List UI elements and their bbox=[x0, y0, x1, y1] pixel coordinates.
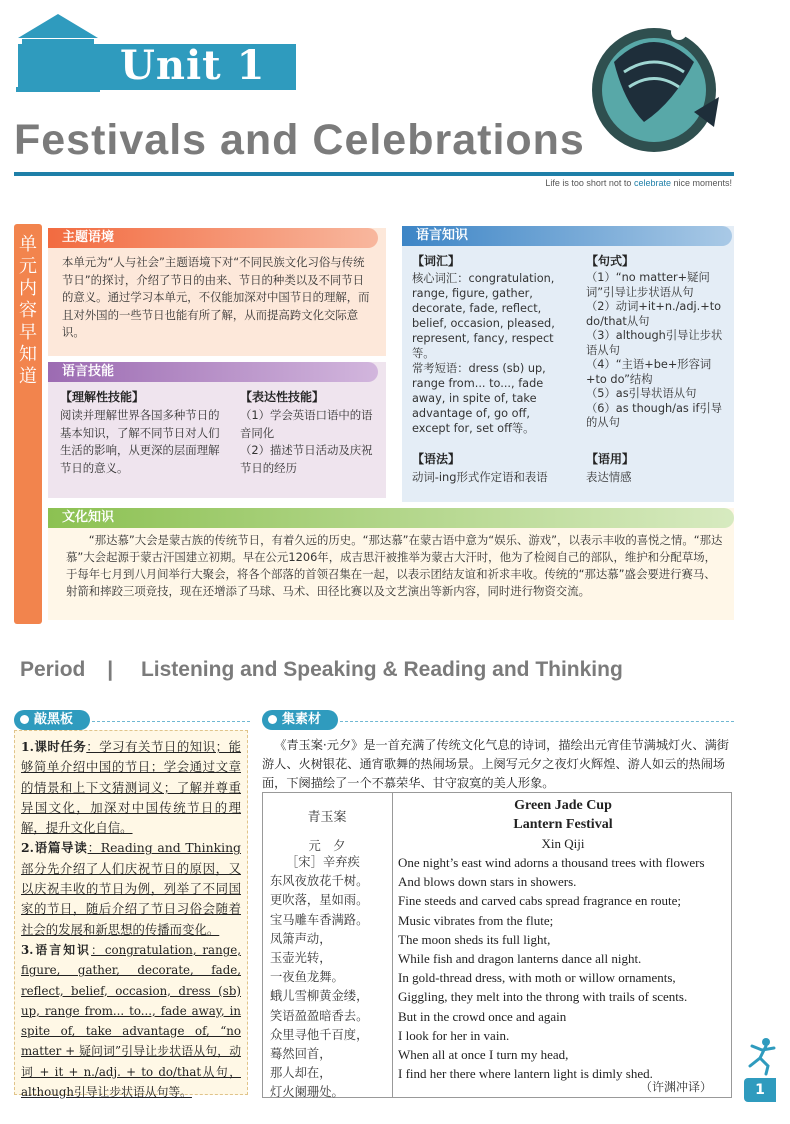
poem-cn-line: 一夜鱼龙舞。 bbox=[270, 970, 344, 985]
period-title: Listening and Speaking & Reading and Thinking bbox=[140, 658, 623, 681]
language-knowledge-heading: 语言知识 bbox=[402, 226, 732, 246]
poem-cn-line: 更吹落，星如雨。 bbox=[270, 893, 369, 908]
fish-illustration bbox=[584, 2, 724, 172]
poem-cn-line: 笑语盈盈暗香去。 bbox=[270, 1008, 369, 1023]
poem-en-line: When all at once I turn my head, bbox=[398, 1047, 569, 1063]
usage-body: 表达情感 bbox=[586, 470, 632, 484]
sentence-item: （4）“主语+be+形容词+to do”结构 bbox=[586, 358, 712, 386]
poem-en-author: Xin Qiji bbox=[541, 836, 585, 851]
culture-body: “那达慕”大会是蒙古族的传统节日，有着久远的历史。“那达慕”在蒙古语中意为“娱乐、游戏”，以表示丰收的喜悦之情。“那达慕”大会起源于蒙古汗国建立初期。早在公元1206年，成吉思汗被推举为蒙古大汗时，他为了检阅自己的部队，维护和分配草场，于每年七月到八月间举行大聚会，将各个部落的首领召集在一起，以表示团结友谊和祈求丰收。传统的“那达慕”盛会要进行赛马、射箭和摔跤三项竞技，现在还增添了马球、马术、田径比赛以及文艺演出等新内容，同时进行物资交流。 bbox=[66, 533, 723, 598]
culture-box bbox=[48, 508, 734, 620]
collect-tag: 集素材 bbox=[262, 710, 338, 730]
poem-cn-title: 青玉案 bbox=[307, 810, 347, 825]
unit-overview-tag: 单元内容早知道 bbox=[14, 224, 42, 624]
poem-cn-line: 玉壶光转， bbox=[270, 951, 332, 966]
grammar-title: 【语法】 bbox=[412, 452, 461, 466]
page-number: 1 bbox=[744, 1078, 776, 1102]
poem-en-line: Fine steeds and carved cabs spread fragrance en route; bbox=[398, 893, 681, 909]
poem-en-line: Giggling, they melt into the throng with trails of scents. bbox=[398, 989, 688, 1005]
poem-cn-line: 东风夜放花千树。 bbox=[270, 874, 369, 889]
poem-translator: （许渊冲译） bbox=[640, 1080, 713, 1094]
poem-en-title: Green Jade Cup bbox=[514, 798, 612, 813]
poem-cn-line: 那人却在， bbox=[270, 1066, 332, 1081]
poem-en-subtitle: Lantern Festival bbox=[513, 817, 613, 832]
comprehension-body: 阅读并理解世界各国多种节日的基本知识，了解不同节日对人们生活的影响，从更深的层面理解节日的意义。 bbox=[60, 408, 220, 475]
motto: Life is too short not to celebrate nice moments! bbox=[545, 178, 732, 188]
poem-en-line: But in the crowd once and again bbox=[398, 1008, 567, 1024]
poem-cn-line: 凤箫声动， bbox=[270, 931, 332, 946]
culture-heading: 文化知识 bbox=[48, 508, 734, 528]
period-heading bbox=[20, 658, 740, 682]
usage-title: 【语用】 bbox=[586, 452, 635, 466]
expression-item: （2）描述节日活动及庆祝节日的经历 bbox=[240, 443, 373, 475]
poem-en-line: In gold-thread dress, with moth or willow ornaments, bbox=[398, 970, 676, 986]
note-paragraph: 2.语篇导读：Reading and Thinking部分先介绍了人们庆祝节日的原因，又以庆祝丰收的节日为例，列举了不同国家的节日，随后介绍了节日习俗会随着社会的发展和新思想的传播而变化。 bbox=[21, 840, 241, 937]
period-label: Period bbox=[20, 658, 86, 681]
note-tag-rule bbox=[92, 721, 250, 722]
theme-context-body: 本单元为“人与社会”主题语境下对“不同民族文化习俗与传统节日”的探讨，介绍了节日的由来、节日的种类以及不同节日的意义。通过学习本单元，不仅能加深对中国节日的理解，而且对外国的一些节日也能有所了解，从而提高跨文化交际意识。 bbox=[62, 255, 370, 339]
poem-cn-line: 蛾儿雪柳黄金缕， bbox=[270, 989, 369, 1004]
grammar-body: 动词-ing形式作定语和表语 bbox=[412, 470, 548, 484]
language-skills-box bbox=[48, 362, 386, 498]
unit-banner bbox=[18, 44, 296, 90]
poem-cn-author: ［宋］辛弃疾 bbox=[286, 855, 360, 869]
language-skills-heading: 语言技能 bbox=[48, 362, 378, 382]
language-knowledge-box bbox=[402, 226, 734, 502]
poem-en-line: The moon sheds its full light, bbox=[398, 931, 551, 947]
poem-en-line: While fish and dragon lanterns dance all night. bbox=[398, 951, 642, 967]
note-paragraph: 3.语言知识：congratulation, range, figure, gather, decorate, fade, reflect, belief, occasion, dress (sb) up, range from... to..., fade away, in spite of, take advantage of, “no matter + 疑问词”引导让步状语从句，动词 + it + n./adj. + to do/that从句，although引导让步状语从句等。 bbox=[21, 942, 241, 1100]
poem-en-line: Music vibrates from the flute; bbox=[398, 912, 554, 928]
sentence-item: （6）as though/as if引导的从句 bbox=[586, 401, 723, 429]
poem-cn-line: 蓦然回首， bbox=[270, 1047, 332, 1062]
period-separator: | bbox=[107, 658, 114, 681]
sentence-item: （1）“no matter+疑问词”引导让步状语从句 bbox=[586, 271, 710, 299]
vocab-title: 【词汇】 bbox=[412, 254, 461, 268]
poem-cn-line: 众里寻他千百度， bbox=[270, 1027, 369, 1042]
sentence-title: 【句式】 bbox=[586, 254, 635, 268]
poem-column-divider bbox=[392, 792, 393, 1098]
sentence-item: （2）动词+it+n./adj.+to do/that从句 bbox=[586, 300, 722, 328]
theme-context-box bbox=[48, 228, 386, 356]
sentence-item: （3）although引导让步状语从句 bbox=[586, 329, 723, 357]
collect-tag-rule bbox=[340, 721, 734, 722]
note-box bbox=[14, 730, 248, 1100]
sentence-item: （5）as引导状语从句 bbox=[586, 387, 697, 400]
expression-title: 【表达性技能】 bbox=[240, 390, 325, 404]
runner-figure-icon bbox=[740, 1036, 784, 1076]
phrase-body: 常考短语：dress (sb) up, range from... to..., fade away, in spite of, take advantage of, go off, except for, set off等。 bbox=[412, 362, 546, 435]
poem-en-line: I find her there where lantern light is dimly shed. bbox=[398, 1066, 653, 1082]
theme-context-heading: 主题语境 bbox=[48, 228, 378, 248]
poem-cn-line: 宝马雕车香满路。 bbox=[270, 912, 369, 927]
unit-title: Festivals and Celebrations bbox=[14, 116, 585, 164]
comprehension-title: 【理解性技能】 bbox=[60, 390, 145, 404]
collect-intro: 《青玉案·元夕》是一首充满了传统文化气息的诗词，描绘出元宵佳节满城灯火、满街游人、火树银花、通宵歌舞的热闹场景。上阕写元夕之夜灯火辉煌、游人如云的热闹场面，下阕描绘了一个不慕荣华、甘守寂寞的美人形象。 bbox=[262, 738, 729, 790]
poem-en-line: I look for her in vain. bbox=[398, 1027, 510, 1043]
expression-item: （1）学会英语口语中的语音同化 bbox=[240, 408, 373, 440]
poem-cn-line: 灯火阑珊处。 bbox=[270, 1085, 344, 1100]
title-divider bbox=[14, 172, 734, 176]
unit-label: Unit 1 bbox=[120, 42, 266, 89]
poem-en-line: One night’s east wind adorns a thousand trees with flowers bbox=[398, 855, 705, 870]
note-paragraph: 1.课时任务：学习有关节日的知识；能够简单介绍中国的节日；学会通过文章的情景和上下文猜测词义；了解并尊重异国文化，加深对中国传统节日的理解，提升文化自信。 bbox=[21, 739, 242, 836]
note-tag: 敲黑板 bbox=[14, 710, 90, 730]
poem-cn-subtitle: 元 夕 bbox=[308, 839, 346, 853]
poem-en-line: And blows down stars in showers. bbox=[398, 874, 577, 890]
vocab-body: 核心词汇：congratulation, range, figure, gather, decorate, fade, reflect, belief, occasion, pleased, represent, fancy, respect等。 bbox=[412, 272, 555, 360]
